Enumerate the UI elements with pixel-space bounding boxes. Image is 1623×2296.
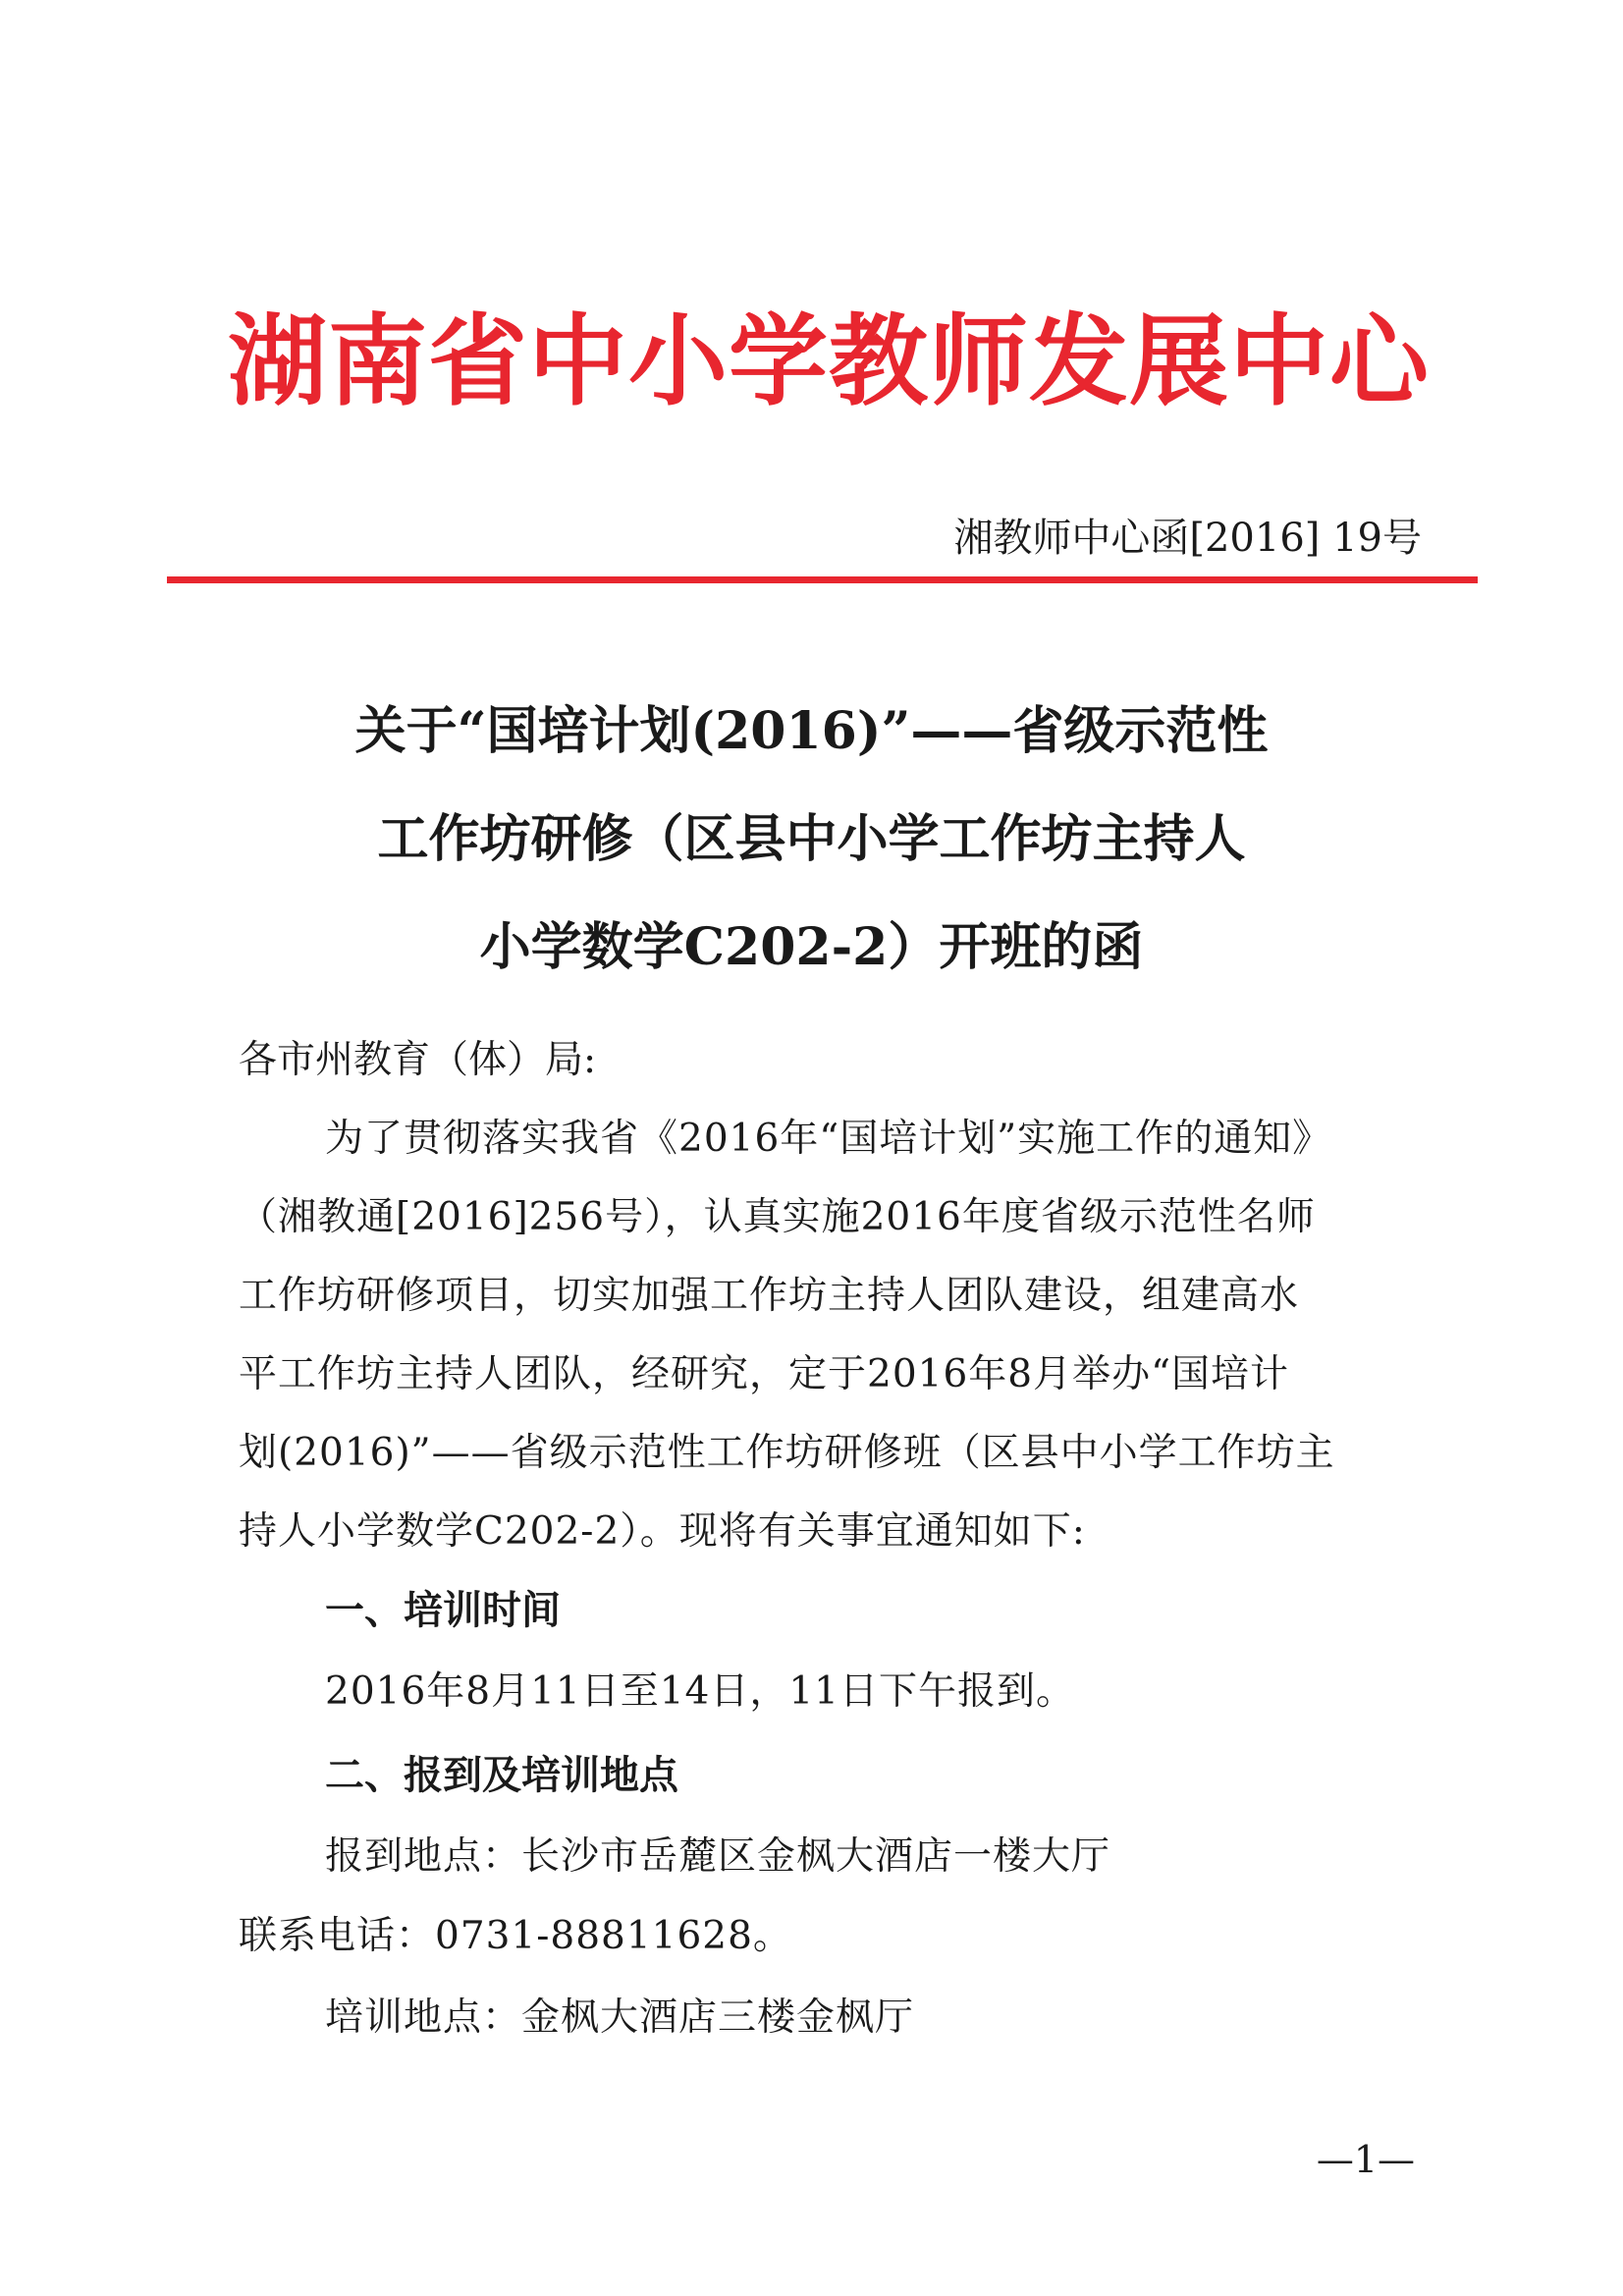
intro-paragraph [239, 1100, 1427, 1571]
section-heading-location: 二、报到及培训地点 [325, 1752, 678, 1798]
paragraph-line: 工作坊研修项目，切实加强工作坊主持人团队建设，组建高水 [239, 1274, 1300, 1318]
document-title [196, 678, 1427, 1002]
paragraph-line: 平工作坊主持人团队，经研究，定于2016年8月举办“国培计 [239, 1352, 1290, 1396]
organization-header: 湖南省中小学教师发展中心 [228, 303, 1431, 419]
paragraph-line: （湘教通[2016]256号），认真实施2016年度省级示范性名师 [239, 1195, 1316, 1239]
title-line-1: 关于“国培计划(2016)”——省级示范性 [354, 701, 1269, 761]
paragraph-line: 划(2016)”——省级示范性工作坊研修班（区县中小学工作坊主 [239, 1431, 1335, 1475]
page-number: —1— [1316, 2138, 1415, 2181]
report-location-text: 报到地点：长沙市岳麓区金枫大酒店一楼大厅 [325, 1834, 1111, 1879]
title-line-3: 小学数学C202-2）开班的函 [479, 917, 1144, 977]
red-divider-line [167, 576, 1478, 583]
section-heading-training-time: 一、培训时间 [325, 1587, 561, 1633]
salutation: 各市州教育（体）局: [239, 1038, 597, 1082]
document-number: 湘教师中心函[2016] 19号 [953, 516, 1422, 561]
title-line-2: 工作坊研修（区县中小学工作坊主持人 [377, 809, 1246, 869]
training-time-text: 2016年8月11日至14日，11日下午报到。 [325, 1669, 1075, 1714]
paragraph-line: 持人小学数学C202-2）。现将有关事宜通知如下: [239, 1509, 1086, 1554]
training-location-text: 培训地点：金枫大酒店三楼金枫厅 [325, 1995, 915, 2040]
contact-phone-text: 联系电话：0731-88811628。 [239, 1914, 792, 1958]
paragraph-line: 为了贯彻落实我省《2016年“国培计划”实施工作的通知》 [325, 1117, 1332, 1161]
